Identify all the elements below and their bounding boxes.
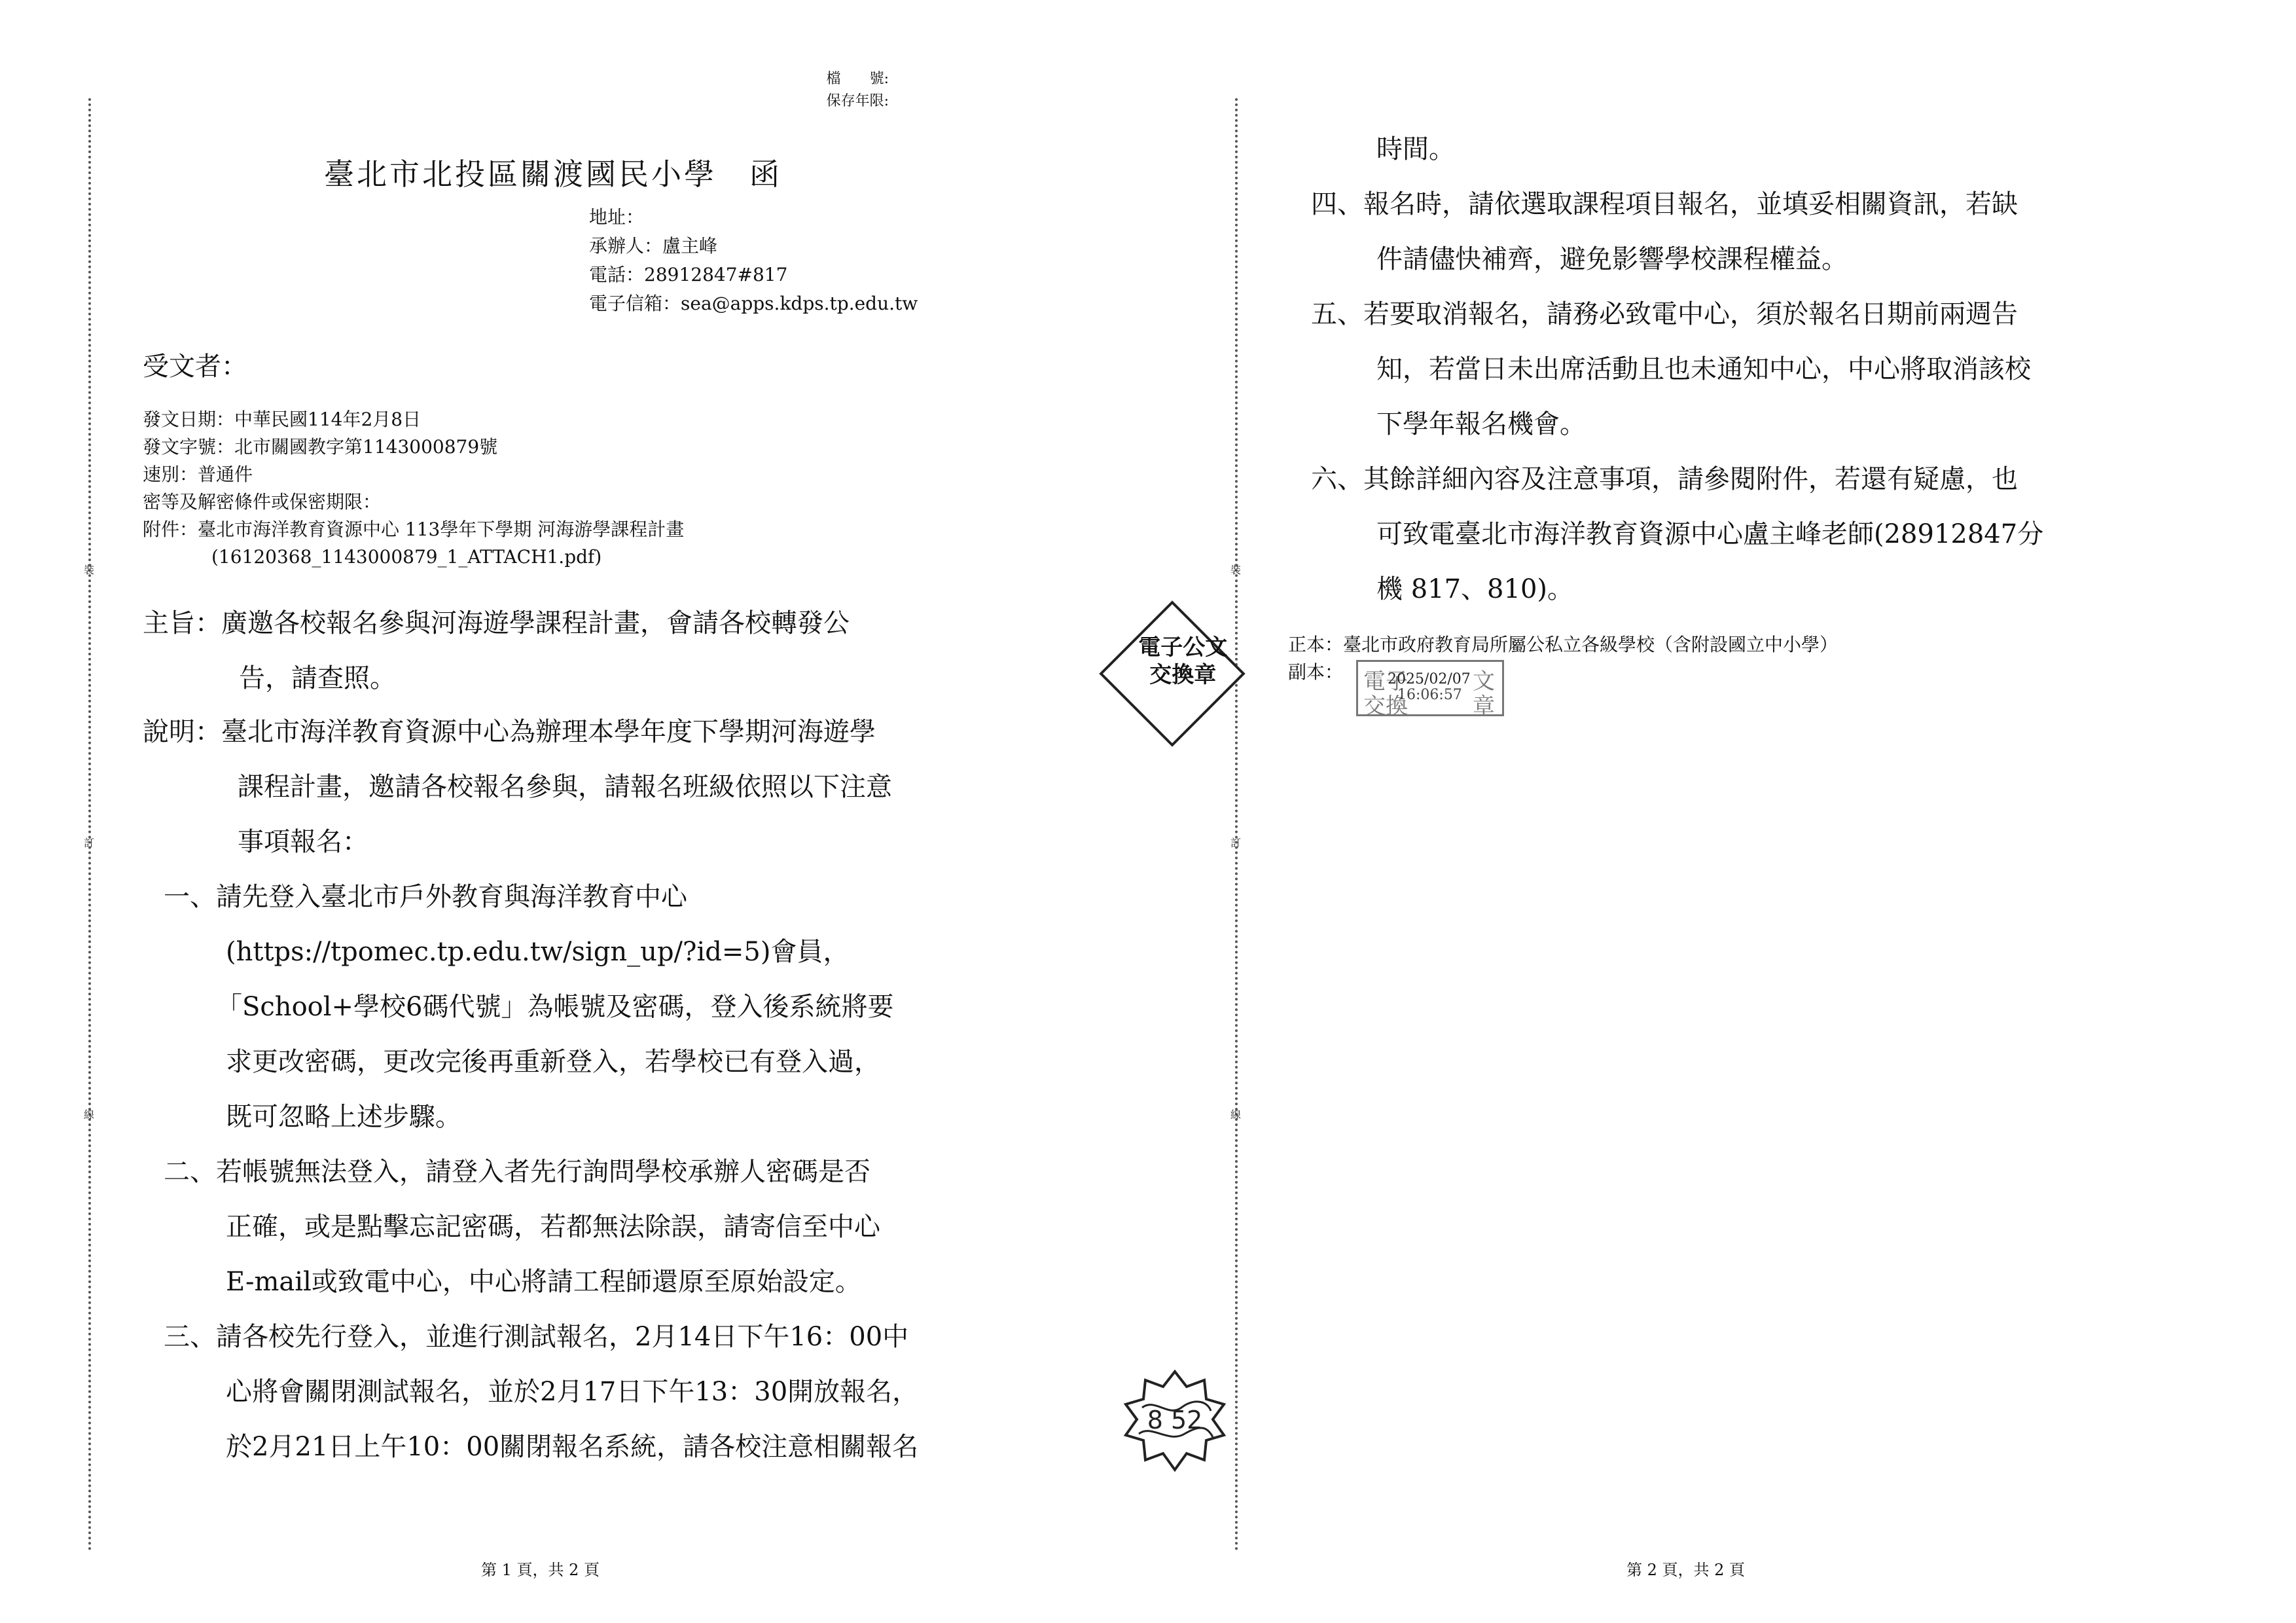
small-stamp-char-top: 電子 (1363, 668, 1408, 695)
item-two-line-3: E-mail或致電中心，中心將請工程師還原至原始設定。 (226, 1267, 861, 1297)
item-one-number: 一、 (164, 882, 216, 912)
small-stamp-char-mid: 交換 (1363, 693, 1408, 720)
recipient-label: 受文者： (143, 352, 247, 382)
item-three-line-1: 請各校先行登入，並進行測試報名，2月14日下午16：00中 (216, 1322, 909, 1352)
small-stamp-date: 2025/02/07 (1388, 671, 1471, 687)
item-one-line-2: (https://tpomec.tp.edu.tw/sign_up/?id=5)會員， (226, 937, 850, 967)
margin-mark-bind-right: 裝 (1230, 564, 1242, 576)
handler-line: 承辦人：盧主峰 (589, 235, 718, 257)
explanation-label: 說明： (143, 717, 221, 747)
page-2-footer: 第 2 頁，共 2 頁 (1626, 1561, 1746, 1579)
item-one-line-4: 求更改密碼，更改完後再重新登入，若學校已有登入過， (226, 1047, 880, 1077)
item-three (164, 1309, 918, 1474)
explanation-line-3: 事項報名： (238, 827, 368, 857)
page-1-footer: 第 1 頁，共 2 頁 (481, 1561, 600, 1579)
document-title: 臺北市北投區關渡國民小學 函 (324, 156, 782, 192)
issue-number: 發文字號：北市關國教字第1143000879號 (143, 436, 498, 458)
item-two-line-1: 若帳號無法登入，請登入者先行詢問學校承辦人密碼是否 (216, 1157, 870, 1187)
subject-line-1: 廣邀各校報名參與河海遊學課程計畫，會請各校轉發公 (221, 608, 850, 638)
exchange-seal-text: 電子公文交換章 (1138, 634, 1228, 688)
subject-line-2: 告，請查照。 (239, 663, 396, 693)
margin-mark-line-right: 線 (1230, 1108, 1242, 1121)
item-three-number: 三、 (164, 1322, 216, 1352)
item-six-line-3: 機 817、810)。 (1376, 574, 1574, 604)
main-recipients: 正本：臺北市政府教育局所屬公私立各級學校（含附設國立中小學） (1288, 634, 1839, 655)
explanation-line-2: 課程計畫，邀請各校報名參與，請報名班級依照以下注意 (238, 772, 892, 802)
small-stamp-time: 16:06:57 (1397, 687, 1462, 703)
copy-recipients: 副本： (1288, 661, 1344, 683)
item-five (1311, 287, 2031, 452)
document-meta (143, 406, 684, 571)
issue-date: 發文日期：中華民國114年2月8日 (143, 409, 422, 430)
electronic-exchange-seal (1099, 600, 1245, 746)
item-five-number: 五、 (1311, 299, 1363, 329)
attachment-line: 附件：臺北市海洋教育資源中心 113學年下學期 河海游學課程計畫 (143, 519, 685, 540)
item-one-line-1: 請先登入臺北市戶外教育與海洋教育中心 (216, 882, 687, 912)
speed-class: 速別：普通件 (143, 464, 253, 485)
secrecy-class: 密等及解密條件或保密期限： (143, 491, 382, 513)
item-four-line-2: 件請儘快補齊，避免影響學校課程權益。 (1376, 244, 1848, 274)
subject-block (143, 596, 850, 706)
phone-line: 電話：28912847#817 (589, 264, 788, 285)
explanation-line-1: 臺北市海洋教育資源中心為辦理本學年度下學期河海遊學 (221, 717, 876, 747)
item-four-line-1: 報名時，請依選取課程項目報名，並填妥相關資訊，若缺 (1363, 189, 2018, 219)
address-line: 地址： (589, 206, 645, 228)
item-one-line-3: 「School+學校6碼代號」為帳號及密碼，登入後系統將要 (216, 992, 894, 1022)
item-six (1311, 452, 2043, 617)
item-one (164, 869, 894, 1144)
small-stamp-char-right-top: 文 (1473, 668, 1495, 695)
attachment-file: (16120368_1143000879_1_ATTACH1.pdf) (211, 546, 602, 568)
contact-block (589, 203, 918, 318)
item-one-line-5: 既可忽略上述步驟。 (226, 1102, 461, 1132)
email-line: 電子信箱：sea@apps.kdps.tp.edu.tw (589, 293, 918, 314)
item-three-line-3: 於2月21日上午10：00關閉報名系統，請各校注意相關報名 (226, 1432, 919, 1462)
item-four-number: 四、 (1311, 189, 1363, 219)
item-two (164, 1144, 880, 1309)
item-three-line-2: 心將會關閉測試報名，並於2月17日下午13：30開放報名， (226, 1377, 919, 1407)
item-two-line-2: 正確，或是點擊忘記密碼，若都無法除誤，請寄信至中心 (226, 1212, 880, 1242)
small-exchange-stamp (1356, 660, 1504, 720)
margin-mark-sew-left: 訂 (84, 837, 95, 849)
item-five-line-2: 知，若當日未出席活動且也未通知中心，中心將取消該校 (1376, 354, 2031, 384)
item-six-line-1: 其餘詳細內容及注意事項，請參閱附件，若還有疑慮，也 (1363, 464, 2018, 494)
item-two-number: 二、 (164, 1157, 216, 1187)
explanation-block (143, 704, 892, 869)
item-six-number: 六、 (1311, 464, 1363, 494)
binding-line-left (88, 98, 91, 1552)
binding-line-right (1235, 98, 1238, 1552)
page-seal-text: 8 52 (1147, 1406, 1203, 1434)
page-seal (1122, 1368, 1227, 1473)
margin-mark-line-left: 線 (84, 1108, 95, 1121)
file-number-label: 檔 號: (826, 71, 889, 87)
margin-mark-bind-left: 裝 (84, 564, 95, 576)
item-five-line-1: 若要取消報名，請務必致電中心，須於報名日期前兩週告 (1363, 299, 2018, 329)
small-stamp-char-right-bottom: 章 (1473, 693, 1495, 720)
file-meta (827, 68, 889, 113)
item-four (1311, 177, 2018, 287)
item-six-line-2: 可致電臺北市海洋教育資源中心盧主峰老師(28912847分 (1376, 519, 2044, 549)
subject-label: 主旨： (143, 608, 221, 638)
item-three-continued: 時間。 (1376, 134, 1455, 164)
retention-label: 保存年限: (826, 93, 889, 109)
margin-mark-sew-right: 訂 (1230, 837, 1242, 849)
item-five-line-3: 下學年報名機會。 (1376, 409, 1586, 439)
